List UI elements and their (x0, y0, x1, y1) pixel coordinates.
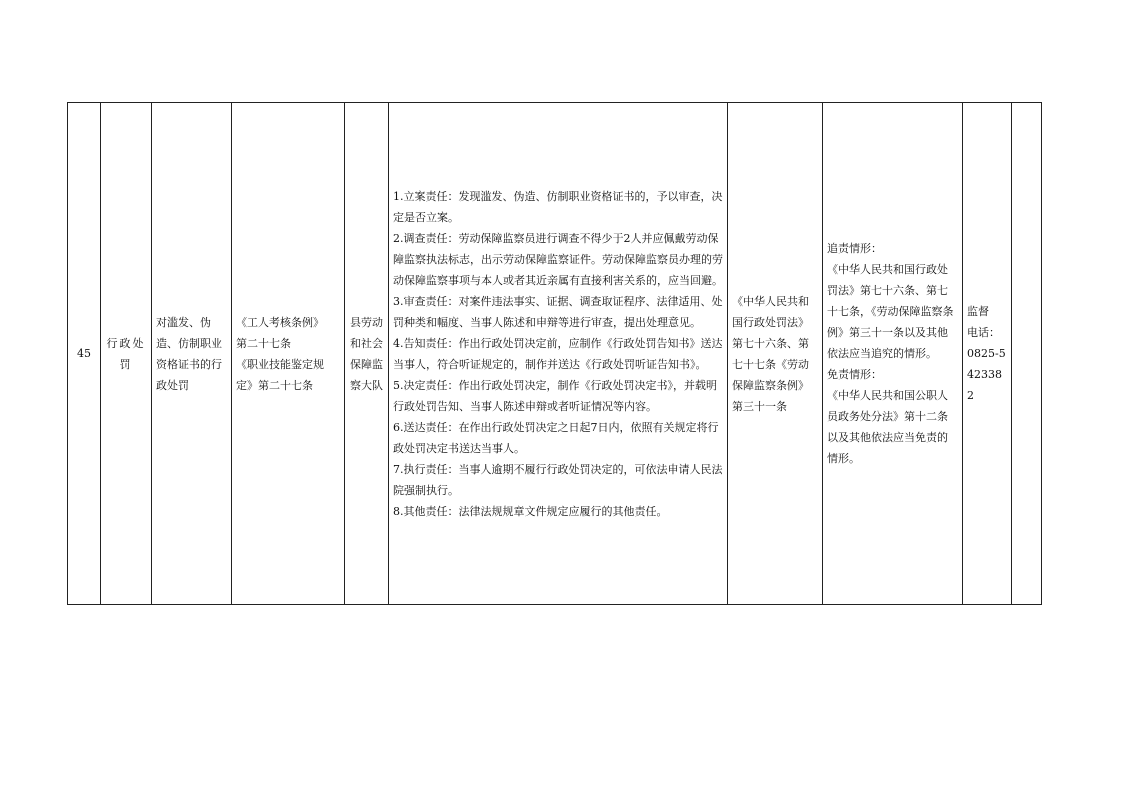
responsibility-item: 5.决定责任：作出行政处罚决定，制作《行政处罚决定书》，并载明行政处罚告知、当事人陈述申辩或者听证情况等内容。 (393, 378, 717, 413)
phone-number: 0825-5423382 (967, 347, 1006, 402)
exempt-label: 免责情形： (827, 368, 882, 381)
phone-label: 电话： (967, 326, 1000, 339)
supervision-contact (963, 103, 1012, 605)
responsibility-item: 4.告知责任：作出行政处罚决定前，应制作《行政处罚告知书》送达当事人，符合听证规定的，制作并送达《行政处罚听证告知书》。 (393, 336, 723, 371)
pursue-label: 追责情形： (827, 242, 882, 255)
legal-basis (232, 103, 345, 605)
responsibility-basis: 《中华人民共和国行政处罚法》第七十六条、第七十七条《劳动保障监察条例》第三十一条 (728, 103, 823, 605)
responsibility-item: 3.审查责任：对案件违法事实、证据、调查取证程序、法律适用、处罚种类和幅度、当事人陈述和申辩等进行审查，提出处理意见。 (393, 294, 723, 329)
sequence-number: 45 (68, 103, 101, 605)
responsibility-items (389, 103, 728, 605)
accountability (823, 103, 963, 605)
pursue-text: 《中华人民共和国行政处罚法》第七十六条、第七十七条，《劳动保障监察条例》第三十一条以及其他依法应当追究的情形。 (827, 263, 954, 360)
legal-basis-line: 《工人考核条例》 (236, 315, 324, 329)
responsibility-item: 7.执行责任：当事人逾期不履行行政处罚决定的，可依法申请人民法院强制执行。 (393, 462, 723, 497)
legal-basis-line: 第二十七条 (236, 336, 291, 350)
responsibility-item: 2.调查责任：劳动保障监察员进行调查不得少于2人并应佩戴劳动保障监察执法标志，出示劳动保障监察证件。劳动保障监察员办理的劳动保障监察事项与本人或者其近亲属有直接利害关系的，应当回避。 (393, 231, 723, 287)
power-item-name: 对滥发、伪造、仿制职业资格证书的行政处罚 (152, 103, 232, 605)
table-row (68, 103, 1042, 605)
responsibility-item: 8.其他责任：法律法规规章文件规定应履行的其他责任。 (393, 504, 668, 518)
exempt-text: 《中华人民共和国公职人员政务处分法》第十二条以及其他依法应当免责的情形。 (827, 389, 948, 465)
remarks (1012, 103, 1042, 605)
responsibility-item: 6.送达责任：在作出行政处罚决定之日起7日内，依照有关规定将行政处罚决定书送达当事人。 (393, 420, 719, 455)
responsible-department: 县劳动和社会保障监察大队 (345, 103, 389, 605)
legal-basis-line: 《职业技能鉴定规定》第二十七条 (236, 357, 324, 392)
power-category: 行政处罚 (101, 103, 152, 605)
responsibility-item: 1.立案责任：发现滥发、伪造、仿制职业资格证书的，予以审查，决定是否立案。 (393, 189, 723, 224)
supervision-label: 监督 (967, 305, 989, 318)
power-list-table (67, 102, 1042, 605)
